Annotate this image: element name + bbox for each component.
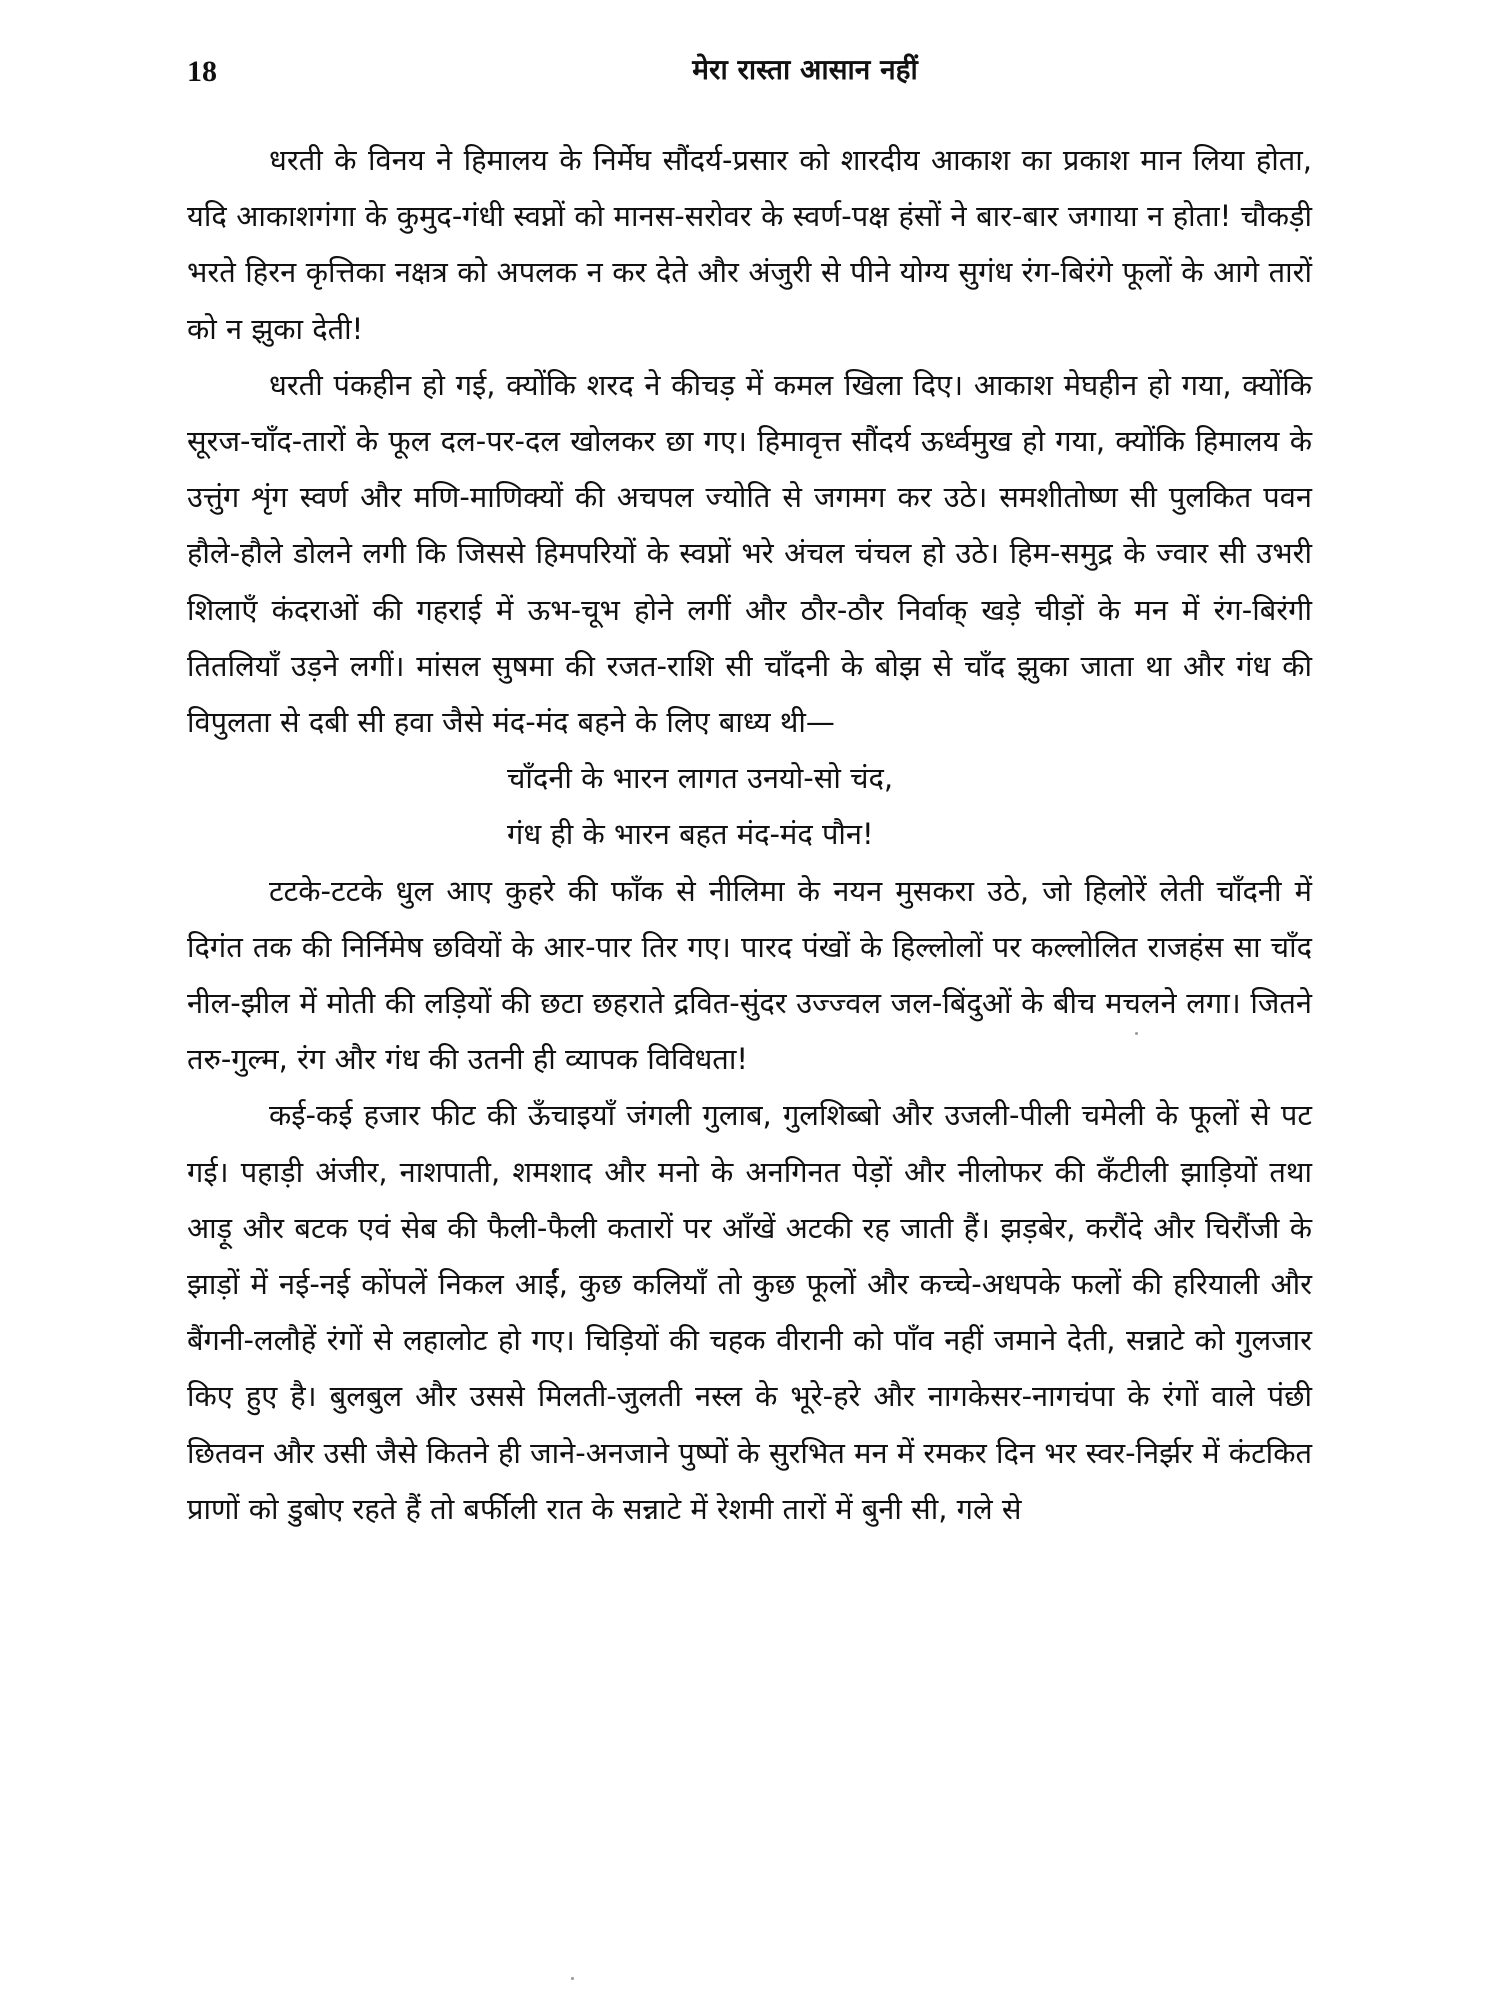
verse-line-1: चाँदनी के भारन लागत उनयो-सो चंद, xyxy=(507,761,894,796)
paragraph-1: धरती के विनय ने हिमालय के निर्मेघ सौंदर्य-प्रसार को शारदीय आकाश का प्रकाश मान लिया होता, यदि आकाशगंगा के कुमुद-गंधी स्वप्नों को मानस-सरोवर के स्वर्ण-पक्ष हंसों ने बार-बार जगाया न होता! चौकड़ी भरते हिरन कृत्तिका नक्षत्र को अपलक न कर देते और अंजुरी से पीने योग्य सुगंध रंग-बिरंगे फूलों के आगे तारों को न झुका देती! xyxy=(187,143,1312,346)
scan-speck xyxy=(571,1977,574,1980)
paragraph-4: कई-कई हजार फीट की ऊँचाइयाँ जंगली गुलाब, गुलशिब्बो और उजली-पीली चमेली के फूलों से पट गई। पहाड़ी अंजीर, नाशपाती, शमशाद और मनो के अनगिनत पेड़ों और नीलोफर की कँटीली झाड़ियों तथा आड़ू और बटक एवं सेब की फैली-फैली कतारों पर आँखें अटकी रह जाती हैं। झड़बेर, करौंदे और चिरौंजी के झाड़ों में नई-नई कोंपलें निकल आईं, कुछ कलियाँ तो कुछ फूलों और कच्चे-अधपके फलों की हरियाली और बैंगनी-ललौहें रंगों से लहालोट हो गए। चिड़ियों की चहक वीरानी को पाँव नहीं जमाने देती, सन्नाटे को गुलजार किए हुए है। बुलबुल और उससे मिलती-जुलती नस्ल के भूरे-हरे और नागकेसर-नागचंपा के रंगों वाले पंछी छितवन और उसी जैसे कितने ही जाने-अनजाने पुष्पों के सुरभित मन में रमकर दिन भर स्वर-निर्झर में कंटकित प्राणों को डुबोए रहते हैं तो बर्फीली रात के सन्नाटे में रेशमी तारों में बुनी सी, गले से xyxy=(187,1098,1312,1526)
body-text xyxy=(187,132,1312,1537)
page-number: 18 xyxy=(187,55,217,88)
paragraph-2: धरती पंकहीन हो गई, क्योंकि शरद ने कीचड़ में कमल खिला दिए। आकाश मेघहीन हो गया, क्योंकि सूरज-चाँद-तारों के फूल दल-पर-दल खोलकर छा गए। हिमावृत्त सौंदर्य ऊर्ध्वमुख हो गया, क्योंकि हिमालय के उत्तुंग शृंग स्वर्ण और मणि-माणिक्यों की अचपल ज्योति से जगमग कर उठे। समशीतोष्ण सी पुलकित पवन हौले-हौले डोलने लगी कि जिससे हिमपरियों के स्वप्नों भरे अंचल चंचल हो उठे। हिम-समुद्र के ज्वार सी उभरी शिलाएँ कंदराओं की गहराई में ऊभ-चूभ होने लगीं और ठौर-ठौर निर्वाक् खड़े चीड़ों के मन में रंग-बिरंगी तितलियाँ उड़ने लगीं। मांसल सुषमा की रजत-राशि सी चाँदनी के बोझ से चाँद झुका जाता था और गंध की विपुलता से दबी सी हवा जैसे मंद-मंद बहने के लिए बाध्य थी— xyxy=(187,367,1312,740)
verse-line-2: गंध ही के भारन बहत मंद-मंद पौन! xyxy=(507,817,874,852)
scan-speck xyxy=(1135,1032,1138,1035)
paragraph-3: टटके-टटके धुल आए कुहरे की फाँक से नीलिमा के नयन मुसकरा उठे, जो हिलोरें लेती चाँदनी में दिगंत तक की निर्निमेष छवियों के आर-पार तिर गए। पारद पंखों के हिल्लोलों पर कल्लोलित राजहंस सा चाँद नील-झील में मोती की लड़ियों की छटा छहराते द्रवित-सुंदर उज्ज्वल जल-बिंदुओं के बीच मचलने लगा। जितने तरु-गुल्म, रंग और गंध की उतनी ही व्यापक विविधता! xyxy=(187,873,1312,1077)
running-title: मेरा रास्ता आसान नहीं xyxy=(692,53,918,86)
